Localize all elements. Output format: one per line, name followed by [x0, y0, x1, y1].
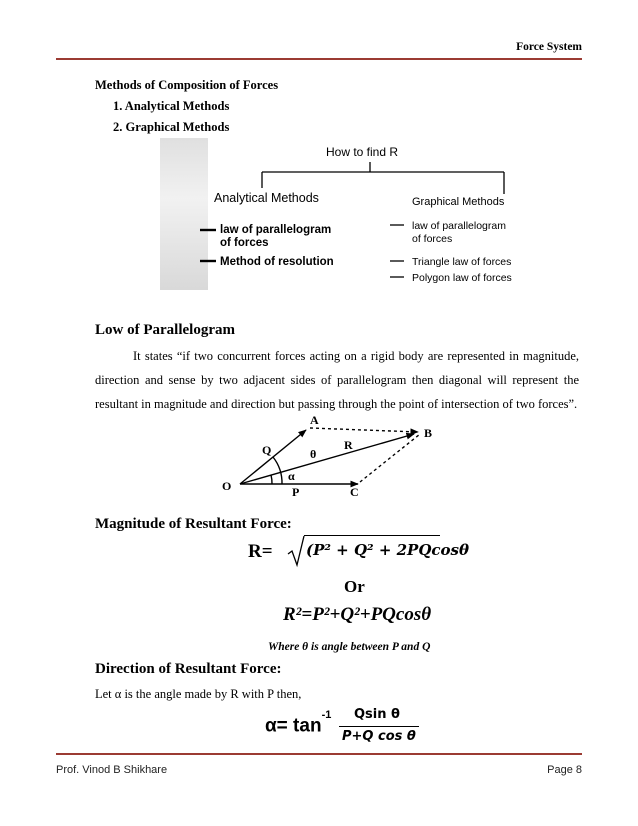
tree-right-item-2: of forces: [412, 233, 453, 245]
direction-lhs: [265, 709, 332, 737]
direction-lhs-text: α= tan: [265, 715, 322, 737]
methods-tree-figure: [158, 136, 558, 290]
sqrt-sign: [286, 534, 306, 568]
direction-heading: Direction of Resultant Force:: [95, 661, 282, 677]
fraction-bar: [339, 726, 419, 727]
tree-root-label: How to find R: [326, 145, 399, 159]
tree-right-title: Graphical Methods: [412, 196, 505, 208]
parallelogram-heading: Low of Parallelogram: [95, 322, 235, 338]
tree-right-item-4: Polygon law of forces: [412, 272, 512, 284]
label-Q: Q: [262, 443, 272, 457]
tree-right-item-1: law of parallelogram: [412, 220, 506, 232]
header-rule: [56, 58, 582, 60]
tree-left-title: Analytical Methods: [214, 191, 319, 205]
magnitude-formula-lhs: R=: [248, 541, 273, 562]
alpha-arc: [271, 475, 272, 484]
magnitude-formula-2: R²=P²+Q²+PQcosθ: [283, 604, 432, 625]
where-note: Where θ is angle between P and Q: [268, 641, 431, 653]
label-R: R: [344, 438, 353, 452]
fraction-numerator: Qsin θ: [354, 707, 400, 722]
label-C: C: [350, 485, 359, 499]
header-title: Force System: [516, 41, 582, 53]
label-B: B: [424, 426, 433, 440]
footer-page-number: Page 8: [547, 764, 582, 776]
parallelogram-figure: [210, 412, 450, 504]
side-AB: [310, 428, 418, 432]
composition-item-2: 2. Graphical Methods: [113, 120, 230, 134]
label-P: P: [292, 485, 300, 499]
tree-left-item-3: Method of resolution: [220, 256, 334, 268]
magnitude-heading: Magnitude of Resultant Force:: [95, 516, 292, 532]
parallelogram-text: It states “if two concurrent forces acting on a rigid body are represented in magnitude, direction and sense by two adjacent sides of parallelogram then diagonal will represent the resultant in magnitude and direction but passing through the point of intersection of two forces”.: [95, 349, 579, 411]
label-theta: θ: [310, 447, 317, 461]
tree-right-item-3: Triangle law of forces: [412, 256, 512, 268]
label-O: O: [222, 479, 232, 493]
label-A: A: [310, 413, 319, 427]
label-alpha: α: [288, 469, 295, 483]
parallelogram-paragraph: [95, 344, 579, 416]
composition-item-1: 1. Analytical Methods: [113, 99, 230, 113]
magnitude-formula-rhs: (P² + Q² + 2PQcosθ: [306, 541, 469, 559]
direction-exp: -1: [321, 709, 332, 721]
footer-author: Prof. Vinod B Shikhare: [56, 764, 168, 776]
tree-left-item-2: of forces: [220, 237, 269, 249]
tree-left-item-1: law of parallelogram: [220, 224, 332, 236]
theta-arc: [273, 457, 282, 484]
fraction-denominator: P+Q cos θ: [342, 729, 416, 744]
direction-text: Let α is the angle made by R with P then,: [95, 687, 302, 701]
footer-rule: [56, 753, 582, 755]
sqrt-overline: [304, 535, 440, 536]
or-label: Or: [344, 577, 365, 596]
composition-heading: Methods of Composition of Forces: [95, 78, 279, 92]
